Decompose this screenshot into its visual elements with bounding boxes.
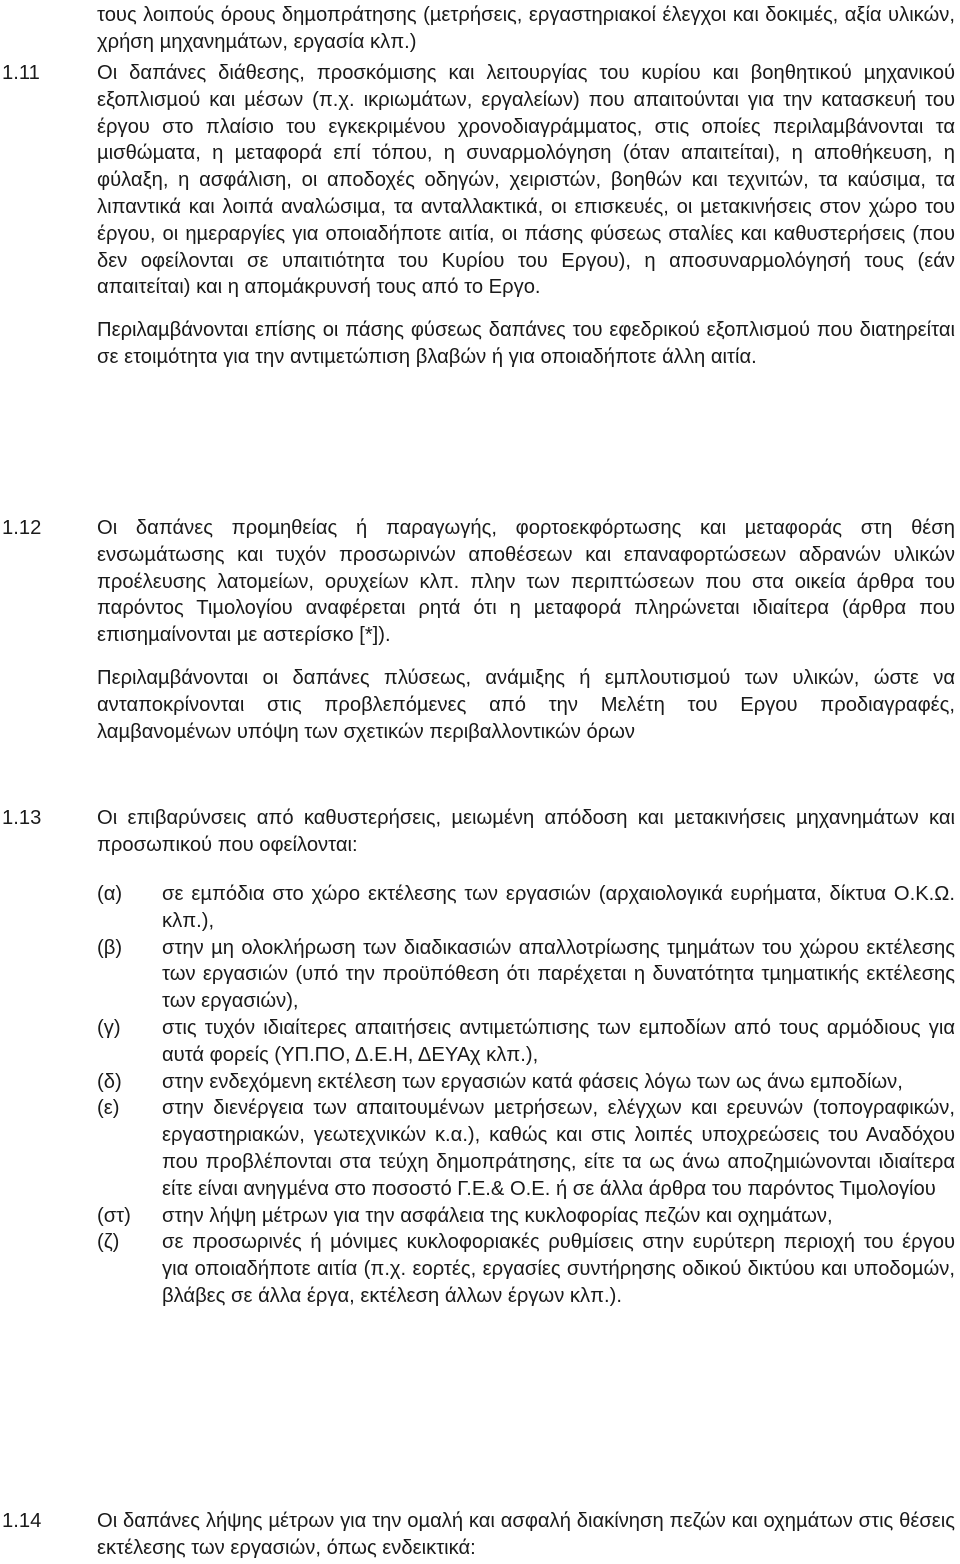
list-marker: (β) bbox=[97, 936, 123, 959]
section-body bbox=[97, 1508, 955, 1562]
list-marker: (ζ) bbox=[97, 1231, 120, 1254]
list-marker: (στ) bbox=[97, 1204, 131, 1227]
list-item bbox=[97, 935, 955, 1015]
list-item-text: στις τυχόν ιδιαίτερες απαιτήσεις αντιµετώπισης των εµποδίων από τους αρµόδιους για αυτά φορείς (ΥΠ.ΠΟ, Δ.Ε.Η, ΔΕΥΑχ κλπ.), bbox=[162, 1016, 955, 1066]
section-number: 1.12 bbox=[2, 517, 42, 539]
list-item bbox=[97, 881, 955, 935]
list-item-text: σε εµπόδια στο χώρο εκτέλεσης των εργασιών (αρχαιολογικά ευρήµατα, δίκτυα Ο.Κ.Ω. κλπ.), bbox=[162, 883, 955, 932]
list-item bbox=[97, 1015, 955, 1069]
list-item bbox=[97, 1069, 955, 1096]
section-number: 1.14 bbox=[2, 1510, 42, 1532]
section-paragraph: Περιλαµβάνονται οι δαπάνες πλύσεως, ανάµιξης ή εµπλουτισµού των υλικών, ώστε να ανταποκρίνονται στις προβλεπόµενες από την Μελέτη του Εργου προδιαγραφές, λαµβανοµένων υπόψη των σχετικών περιβαλλοντικών όρων bbox=[97, 666, 955, 743]
list-marker: (α) bbox=[97, 883, 123, 905]
list-item bbox=[97, 1095, 955, 1202]
continuation-paragraph: τους λοιπούς όρους δηµοπράτησης (µετρήσεις, εργαστηριακοί έλεγχοι και δοκιµές, αξία υλικών, χρήση µηχανηµάτων, εργασία κλπ.) bbox=[97, 4, 955, 53]
section-intro: Οι επιβαρύνσεις από καθυστερήσεις, µειωµένη απόδοση και µετακινήσεις µηχανηµάτων και προσωπικού που οφείλονται: bbox=[97, 807, 955, 856]
section-paragraph: Οι δαπάνες διάθεσης, προσκόµισης και λειτουργίας του κυρίου και βοηθητικού µηχανικού εξοπλισµού και µέσων (π.χ. ικριωµάτων, εργαλείων) που απαιτούνται για την κατασκευή του έργου στο πλαίσιο του εγκεκριµένου χρονοδιαγράµµατος, στις οποίες περιλαµβάνονται τα µισθώµατα, η µεταφορά επί τόπου, η συναρµολόγηση (όταν απαιτείται), η αποθήκευση, η φύλαξη, η ασφάλιση, οι αποδοχές οδηγών, χειριστών, βοηθών και τεχνιτών, τα καύσιµα, τα λιπαντικά και λοιπά αναλώσιµα, τα ανταλλακτικά, οι επισκευές, οι µετακινήσεις στον χώρο του έργου, οι ηµεραργίες για οποιαδήποτε αιτία, οι πάσης φύσεως σταλίες και καθυστερήσεις (που δεν οφείλονται σε υπαιτιότητα του Κυρίου του Εργου), η αποσυναρµολόγησή τους (εάν απαιτείται) και η αποµάκρυνσή τους από το Εργο. bbox=[97, 62, 955, 299]
list-marker: (ε) bbox=[97, 1097, 120, 1120]
list-marker: (δ) bbox=[97, 1070, 122, 1093]
list-item-text: σε προσωρινές ή µόνιµες κυκλοφοριακές ρυθµίσεις στην ευρύτερη περιοχή του έργου για οποιαδήποτε αιτία (π.χ. εορτές, εργασίες συντήρησης οδικού δικτύου και υποδοµών, βλάβες σε άλλα έργα, εκτέλεση άλλων έργων κλπ.). bbox=[162, 1231, 955, 1307]
list-item-text: στην λήψη µέτρων για την ασφάλεια της κυκλοφορίας πεζών και οχηµάτων, bbox=[162, 1204, 833, 1227]
section-body bbox=[97, 805, 955, 859]
section-paragraph: Οι δαπάνες λήψης µέτρων για την οµαλή και ασφαλή διακίνηση πεζών και οχηµάτων στις θέσεις εκτέλεσης των εργασιών, όπως ενδεικτικά: bbox=[97, 1510, 955, 1559]
section-number: 1.13 bbox=[2, 807, 42, 829]
section-paragraph: Οι δαπάνες προµηθείας ή παραγωγής, φορτοεκφόρτωσης και µεταφοράς στη θέση ενσωµάτωσης και τυχόν προσωρινών αποθέσεων και επαναφορτώσεων αδρανών υλικών προέλευσης λατοµείων, ορυχείων κλπ. πλην των περιπτώσεων που στα οικεία άρθρα του παρόντος Τιµολογίου αναφέρεται ρητά ότι η µεταφορά πληρώνεται ιδιαίτερα (άρθρα που επισηµαίνονται µε αστερίσκο [*]). bbox=[97, 517, 955, 647]
list-item bbox=[97, 1229, 955, 1309]
list-item-text: στην διενέργεια των απαιτουµένων µετρήσεων, ελέγχων και ερευνών (τοπογραφικών, εργαστηριακών, γεωτεχνικών κ.α.), καθώς και στις λοιπές υποχρεώσεις του Αναδόχου που προβλέπονται στα τεύχη δηµοπράτησης, είτε τα ως άνω αποζηµιώνονται ιδιαίτερα είτε είναι ανηγµένα στο ποσοστό Γ.Ε.& Ο.Ε. ή σε άλλα άρθρα του παρόντος Τιµολογίου bbox=[162, 1097, 955, 1200]
list-item-text: στην µη ολοκλήρωση των διαδικασιών απαλλοτρίωσης τµηµάτων του χώρου εκτέλεσης των εργασιών (υπό την προϋπόθεση ότι παρέχεται η δυνατότητα τµηµατικής εκτέλεσης των εργασιών), bbox=[162, 936, 955, 1013]
enumerated-list bbox=[97, 881, 955, 1310]
list-marker: (γ) bbox=[97, 1016, 121, 1039]
section-body bbox=[97, 60, 955, 371]
section-paragraph: Περιλαµβάνονται επίσης οι πάσης φύσεως δαπάνες του εφεδρικού εξοπλισµού που διατηρείται σε ετοιµότητα για την αντιµετώπιση βλαβών ή για οποιαδήποτε άλλη αιτία. bbox=[97, 319, 955, 368]
section-body bbox=[97, 515, 955, 745]
section-number: 1.11 bbox=[2, 62, 40, 84]
list-item bbox=[97, 1203, 955, 1230]
list-item-text: στην ενδεχόµενη εκτέλεση των εργασιών κατά φάσεις λόγω των ως άνω εµποδίων, bbox=[162, 1070, 903, 1093]
list-container bbox=[97, 881, 955, 1310]
